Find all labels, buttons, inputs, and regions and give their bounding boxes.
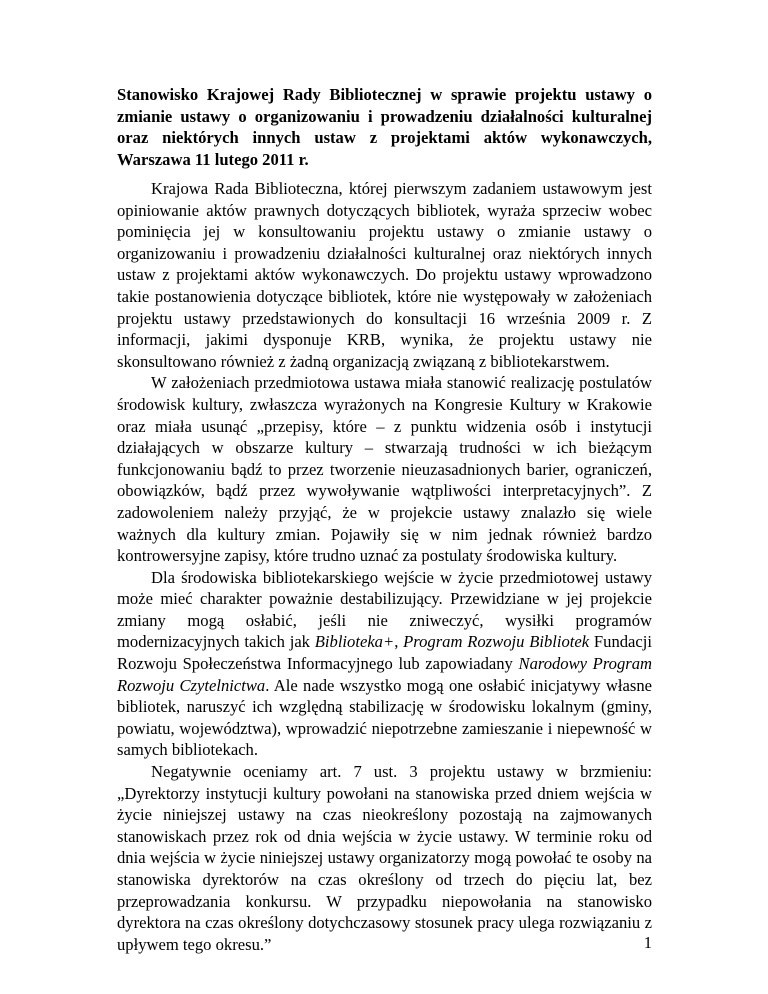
paragraph-1: Krajowa Rada Biblioteczna, której pierwszym zadaniem ustawowym jest opiniowanie aktów prawnych dotyczących bibliotek, wyraża sprzeciw wobec pominięcia jej w konsultowaniu projektu ustawy o zmianie ustawy o organizowaniu i prowadzeniu działalności kulturalnej oraz niektórych innych ustaw z projektami aktów wykonawczych. Do projektu ustawy wprowadzono takie postanowienia dotyczące bibliotek, które nie występowały w założeniach projektu ustawy przedstawionych do konsultacji 16 września 2009 r. Z informacji, jakimi dysponuje KRB, wynika, że projektu ustawy nie skonsultowano również z żadną organizacją związaną z bibliotekarstwem. [117, 179, 652, 371]
paragraph-2: W założeniach przedmiotowa ustawa miała stanowić realizację postulatów środowisk kultury, zwłaszcza wyrażonych na Kongresie Kultury w Krakowie oraz miała usunąć „przepisy, które – z punktu widzenia osób i instytucji działających w obszarze kultury – stwarzają trudności w ich bieżącym funkcjonowaniu bądź to przez tworzenie nieuzasadnionych barier, ograniczeń, obowiązków, bądź przez wywoływanie wątpliwości interpretacyjnych”. Z zadowoleniem należy przyjąć, że w projekcie ustawy znalazło się wiele ważnych dla kultury zmian. Pojawiły się w nim jednak również bardzo kontrowersyjne zapisy, które trudno uznać za postulaty środowiska kultury. [117, 373, 652, 566]
page-number: 1 [643, 933, 652, 952]
program-name-rozwoju-bibliotek: Program Rozwoju Bibliotek [403, 632, 590, 652]
document-body [117, 178, 652, 955]
paragraph-3-text-a: Dla środowiska bibliotekarskiego wejście w życie przedmiotowej ustawy może mieć charakter poważnie destabilizujący. Przewidziane w jej projekcie zmiany mogą osłabić, jeśli nie zniweczyć, wysiłki programów modernizacyjnych takich jak [117, 567, 652, 652]
paragraph-3-text-c: Fundacji Rozwoju Społeczeństwa Informacyjnego lub zapowiadany [117, 632, 652, 674]
paragraph-3-text-d: . Ale nade wszystko mogą one osłabić inicjatywy własne bibliotek, naruszyć ich względną stabilizację w środowisku lokalnym (gminy, powiatu, województwa), wprowadzić niepotrzebne zamieszanie i niepewność w samych bibliotekach. [117, 675, 652, 760]
paragraph-4: Negatywnie oceniamy art. 7 ust. 3 projektu ustawy w brzmieniu: „Dyrektorzy instytucji kultury powołani na stanowiska przed dniem wejścia w życie niniejszej ustawy na czas nieokreślony pozostają na zajmowanych stanowiskach przez rok od dnia wejścia w życie ustawy. W terminie roku od dnia wejścia w życie niniejszej ustawy organizatorzy mogą powołać te osoby na stanowiska dyrektorów na czas określony od trzech do pięciu lat, bez przeprowadzania konkursu. W przypadku niepowołania na stanowisko dyrektora na czas określony dotychczasowy stosunek pracy ulega rozwiązaniu z upływem tego okresu.” [117, 762, 652, 954]
paragraph-3 [117, 567, 652, 761]
document-title: Stanowisko Krajowej Rady Bibliotecznej w sprawie projektu ustawy o zmianie ustawy o organizowaniu i prowadzeniu działalności kulturalnej oraz niektórych innych ustaw z projektami aktów wykonawczych, Warszawa 11 lutego 2011 r. [117, 85, 652, 169]
program-name-biblioteka-plus: Biblioteka+ [314, 632, 395, 652]
program-name-narodowy-program: Narodowy Program Rozwoju Czytelnictwa [117, 654, 652, 695]
paragraph-3-text-b: , [394, 632, 404, 652]
